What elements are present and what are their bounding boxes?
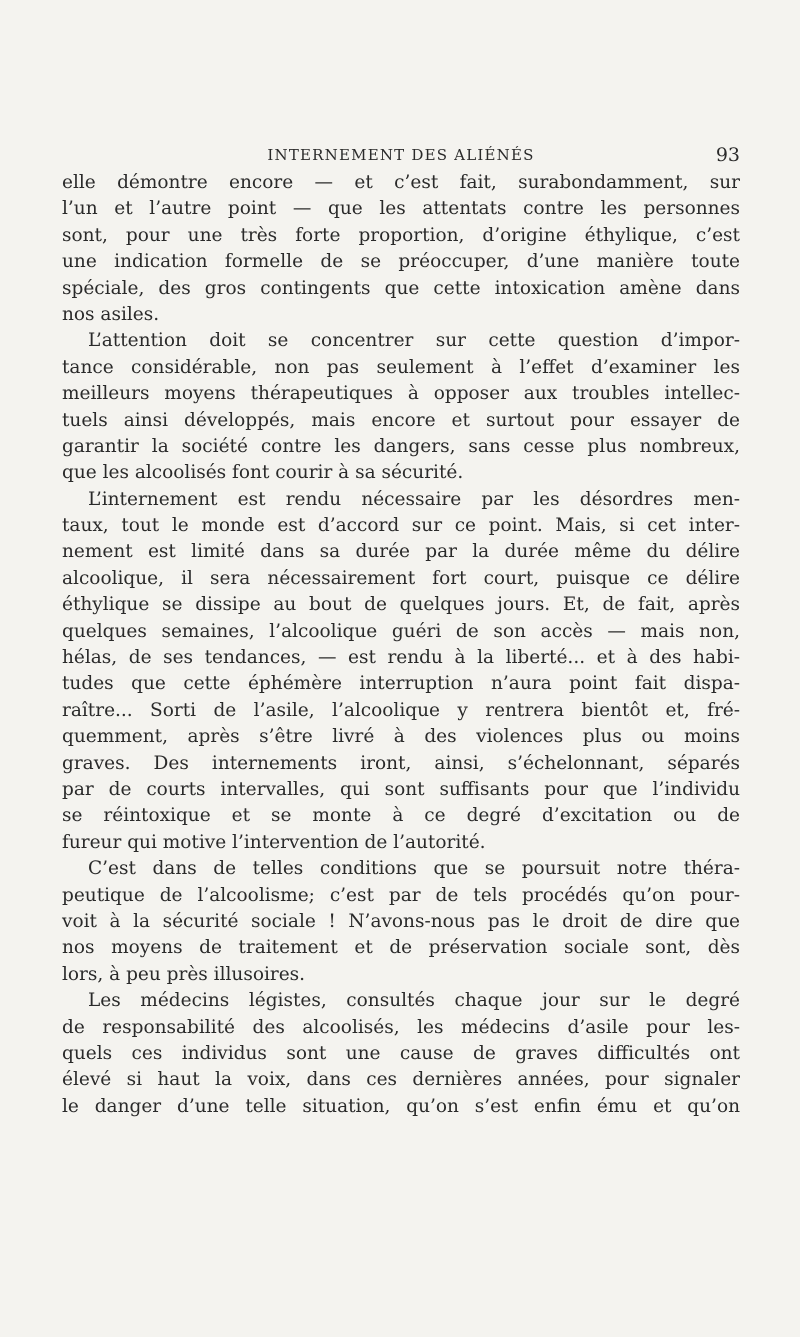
text-line: spéciale, des gros contingents que cette intoxication amène dans: [62, 277, 740, 299]
text-line: que les alcoolisés font courir à sa sécurité.: [62, 462, 464, 484]
text-line: taux, tout le monde est d’accord sur ce point. Mais, si cet inter-: [62, 515, 740, 537]
running-head: [62, 143, 740, 167]
text-line: Les médecins légistes, consultés chaque jour sur le degré: [88, 990, 740, 1012]
text-line: fureur qui motive l’intervention de l’autorité.: [62, 831, 486, 853]
text-line: quelques semaines, l’alcoolique guéri de son accès — mais non,: [62, 620, 740, 642]
text-line: tance considérable, non pas seulement à l’effet d’examiner les: [62, 356, 740, 378]
text-line: nos asiles.: [62, 303, 160, 325]
text-line: C’est dans de telles conditions que se poursuit notre théra-: [88, 858, 740, 880]
text-line: alcoolique, il sera nécessairement fort court, puisque ce délire: [62, 567, 740, 589]
text-line: se réintoxique et se monte à ce degré d’excitation ou de: [62, 805, 740, 827]
text-line: le danger d’une telle situation, qu’on s’est enfin ému et qu’on: [62, 1095, 740, 1117]
text-line: nement est limité dans sa durée par la durée même du délire: [62, 541, 740, 563]
text-line: éthylique se dissipe au bout de quelques jours. Et, de fait, après: [62, 594, 740, 616]
text-line: une indication formelle de se préoccuper, d’une manière toute: [62, 251, 740, 273]
text-line: sont, pour une très forte proportion, d’origine éthylique, c’est: [62, 224, 740, 246]
text-line: graves. Des internements iront, ainsi, s’échelonnant, séparés: [62, 752, 740, 774]
text-line: l’un et l’autre point — que les attentats contre les personnes: [62, 198, 740, 220]
text-line: élevé si haut la voix, dans ces dernières années, pour signaler: [62, 1069, 740, 1091]
text-line: garantir la société contre les dangers, sans cesse plus nombreux,: [62, 435, 740, 457]
page-number: 93: [715, 144, 740, 166]
body-text: [62, 170, 740, 1120]
text-line: tuels ainsi développés, mais encore et surtout pour essayer de: [62, 409, 740, 431]
text-line: nos moyens de traitement et de préservation sociale sont, dès: [62, 937, 740, 959]
running-title: INTERNEMENT DES ALIÉNÉS: [267, 146, 535, 164]
text-line: de responsabilité des alcoolisés, les médecins d’asile pour les-: [62, 1016, 740, 1038]
text-line: meilleurs moyens thérapeutiques à opposer aux troubles intellec-: [62, 383, 740, 405]
text-line: elle démontre encore — et c’est fait, surabondamment, sur: [62, 172, 740, 193]
text-line: quemment, après s’être livré à des violences plus ou moins: [62, 726, 740, 748]
text-line: par de courts intervalles, qui sont suffisants pour que l’individu: [62, 778, 740, 800]
text-line: hélas, de ses tendances, — est rendu à la liberté... et à des habi-: [62, 647, 740, 669]
text-line: quels ces individus sont une cause de graves difficultés ont: [62, 1042, 740, 1064]
text-line: peutique de l’alcoolisme; c’est par de tels procédés qu’on pour-: [62, 884, 740, 906]
text-line: L’attention doit se concentrer sur cette question d’impor-: [88, 330, 740, 352]
text-line: voit à la sécurité sociale ! N’avons-nous pas le droit de dire que: [62, 910, 740, 932]
text-line: lors, à peu près illusoires.: [62, 963, 306, 985]
text-line: tudes que cette éphémère interruption n’aura point fait dispa-: [62, 673, 740, 695]
text-line: L’internement est rendu nécessaire par les désordres men-: [88, 488, 740, 510]
text-line: raître... Sorti de l’asile, l’alcoolique y rentrera bientôt et, fré-: [62, 699, 740, 721]
